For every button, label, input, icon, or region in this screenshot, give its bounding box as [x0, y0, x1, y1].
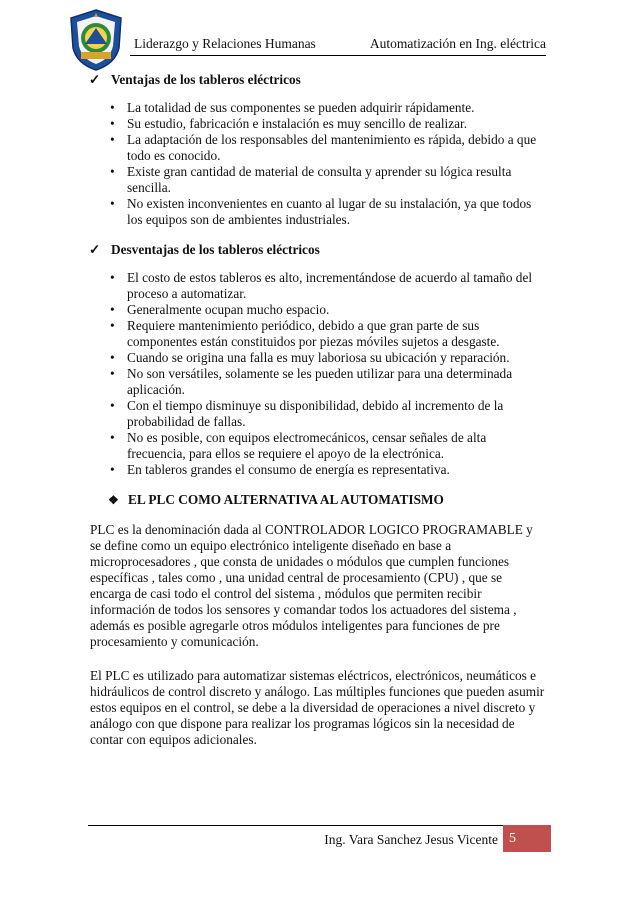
list-item: • No existen inconvenientes en cuanto al lugar de su instalación, ya que todos los equipos son de ambientes industriales. [108, 196, 546, 228]
list-item: • Requiere mantenimiento periódico, debido a que gran parte de sus componentes están constituidos por piezas móviles sujetos a desgaste. [108, 318, 546, 350]
checkmark-icon: ✓ [89, 242, 101, 257]
plc-paragraph-usage: El PLC es utilizado para automatizar sistemas eléctricos, electrónicos, neumáticos e hidráulicos de control discreto y análogo. Las múltiples funciones que pueden asumir estos equipos en el control, se debe a la diversidad de operaciones a nivel discreto y análogo con que dispone para realizar los programas lógicos sin la necesidad de contar con equipos adicionales. [90, 668, 545, 747]
list-item: • En tableros grandes el consumo de energía es representativa. [108, 462, 546, 478]
list-item: • Cuando se origina una falla es muy laboriosa su ubicación y reparación. [108, 350, 546, 366]
disadvantages-list [108, 270, 546, 478]
page-number-badge: 5 [503, 825, 551, 852]
list-item: • No son versátiles, solamente se les pueden utilizar para una determinada aplicación. [108, 366, 546, 398]
footer-divider [88, 825, 546, 826]
header-course-title: Liderazgo y Relaciones Humanas [134, 36, 316, 51]
list-item: • Existe gran cantidad de material de consulta y aprender su lógica resulta sencilla. [108, 164, 546, 196]
list-item: • Su estudio, fabricación e instalación es muy sencillo de realizar. [108, 116, 546, 132]
advantages-heading [89, 72, 546, 88]
footer-author: Ing. Vara Sanchez Jesus Vicente [324, 832, 498, 847]
institution-logo [67, 8, 125, 72]
plc-heading [108, 492, 546, 508]
plc-paragraph-definition: PLC es la denominación dada al CONTROLADOR LOGICO PROGRAMABLE y se define como un equipo electrónico inteligente diseñado en base a microprocesadores , que consta de unidades o módulos que cumplen funciones específicas , tales como , una unidad central de procesamiento (CPU) , que se encarga de casi todo el control del sistema , módulos que permiten recibir información de todos los sensores y comandar todos los actuadores del sistema , además es posible agregarle otros módulos inteligentes para funciones de pre procesamiento y comunicación. [90, 522, 533, 649]
list-item: • No es posible, con equipos electromecánicos, censar señales de alta frecuencia, para ellos se requiere el apoyo de la electrónica. [108, 430, 546, 462]
diamond-bullet-icon: ❖ [108, 493, 119, 507]
header-divider [130, 55, 546, 56]
list-item: • La adaptación de los responsables del mantenimiento es rápida, debido a que todo es conocido. [108, 132, 546, 164]
list-item: • Con el tiempo disminuye su disponibilidad, debido al incremento de la probabilidad de fallas. [108, 398, 546, 430]
list-item: • El costo de estos tableros es alto, incrementándose de acuerdo al tamaño del proceso a automatizar. [108, 270, 546, 302]
advantages-list [108, 100, 546, 228]
list-item: • Generalmente ocupan mucho espacio. [108, 302, 546, 318]
list-item: • La totalidad de sus componentes se pueden adquirir rápidamente. [108, 100, 546, 116]
disadvantages-title: Desventajas de los tableros eléctricos [111, 242, 320, 257]
checkmark-icon: ✓ [89, 72, 101, 87]
document-body [90, 72, 546, 748]
plc-title: EL PLC COMO ALTERNATIVA AL AUTOMATISMO [128, 492, 444, 507]
header-subject-title: Automatización en Ing. eléctrica [369, 36, 546, 51]
advantages-title: Ventajas de los tableros eléctricos [111, 72, 301, 87]
disadvantages-heading [89, 242, 546, 258]
